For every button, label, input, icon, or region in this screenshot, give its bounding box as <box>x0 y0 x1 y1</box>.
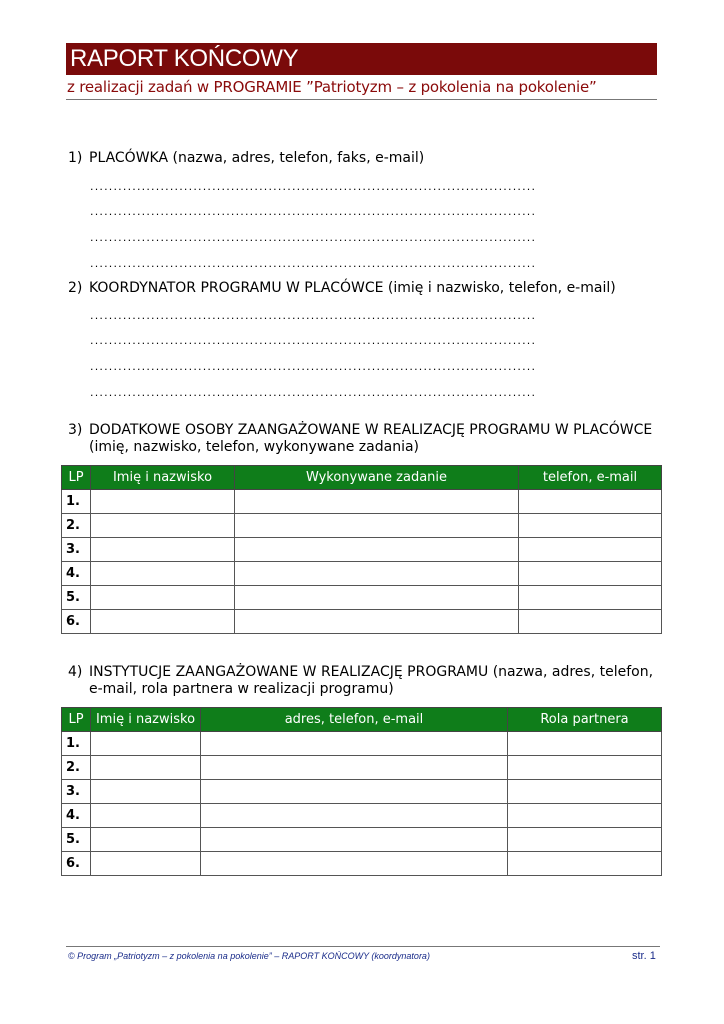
column-header: Imię i nazwisko <box>91 708 201 732</box>
title-bar <box>66 43 657 75</box>
row-number: 4. <box>62 562 91 586</box>
section-subtitle: (imię, nazwisko, telefon, wykonywane zadania) <box>89 439 420 455</box>
contact-cell[interactable] <box>519 610 662 634</box>
section-number: 4) <box>68 664 83 680</box>
table-row <box>62 756 662 780</box>
section-title: PLACÓWKA (nazwa, adres, telefon, faks, e-mail) <box>89 150 425 166</box>
role-cell[interactable] <box>508 852 662 876</box>
name-cell[interactable] <box>91 780 201 804</box>
table-row <box>62 780 662 804</box>
name-cell[interactable] <box>91 852 201 876</box>
row-number: 6. <box>62 610 91 634</box>
page-number: str. 1 <box>632 950 656 962</box>
table-row <box>62 610 662 634</box>
fill-line[interactable]: ............................................................................................... <box>90 231 537 244</box>
name-cell[interactable] <box>91 490 235 514</box>
name-cell[interactable] <box>91 586 235 610</box>
role-cell[interactable] <box>508 828 662 852</box>
fill-line[interactable]: ............................................................................................... <box>90 334 537 347</box>
section-4-heading <box>68 664 653 698</box>
row-number: 6. <box>62 852 91 876</box>
table-row <box>62 804 662 828</box>
table-row <box>62 732 662 756</box>
section-subtitle: e-mail, rola partnera w realizacji programu) <box>89 681 394 697</box>
task-cell[interactable] <box>235 586 519 610</box>
section-number: 1) <box>68 150 83 166</box>
table-row <box>62 514 662 538</box>
fill-line[interactable]: ............................................................................................... <box>90 360 537 373</box>
column-header: Imię i nazwisko <box>91 466 235 490</box>
column-header: LP <box>62 466 91 490</box>
institutions-table <box>61 707 662 876</box>
address-cell[interactable] <box>201 756 508 780</box>
task-cell[interactable] <box>235 610 519 634</box>
row-number: 2. <box>62 756 91 780</box>
task-cell[interactable] <box>235 562 519 586</box>
section-1-heading <box>68 150 424 167</box>
page-subtitle: z realizacji zadań w PROGRAMIE ”Patriotyzm – z pokolenia na pokolenie” <box>67 78 597 96</box>
name-cell[interactable] <box>91 732 201 756</box>
table-header-row <box>62 708 662 732</box>
row-number: 4. <box>62 804 91 828</box>
row-number: 3. <box>62 538 91 562</box>
role-cell[interactable] <box>508 804 662 828</box>
section-title: KOORDYNATOR PROGRAMU W PLACÓWCE (imię i nazwisko, telefon, e-mail) <box>89 280 616 296</box>
section-2-heading <box>68 280 616 297</box>
table-row <box>62 828 662 852</box>
column-header: LP <box>62 708 91 732</box>
column-header: Wykonywane zadanie <box>235 466 519 490</box>
role-cell[interactable] <box>508 756 662 780</box>
row-number: 5. <box>62 586 91 610</box>
fill-line[interactable]: ............................................................................................... <box>90 257 537 270</box>
footer-text: © Program „Patriotyzm – z pokolenia na pokolenie” – RAPORT KOŃCOWY (koordynatora) <box>68 951 430 961</box>
address-cell[interactable] <box>201 804 508 828</box>
row-number: 2. <box>62 514 91 538</box>
column-header: Rola partnera <box>508 708 662 732</box>
address-cell[interactable] <box>201 852 508 876</box>
name-cell[interactable] <box>91 610 235 634</box>
contact-cell[interactable] <box>519 562 662 586</box>
row-number: 5. <box>62 828 91 852</box>
fill-line[interactable]: ............................................................................................... <box>90 180 537 193</box>
contact-cell[interactable] <box>519 514 662 538</box>
table-header-row <box>62 466 662 490</box>
address-cell[interactable] <box>201 732 508 756</box>
role-cell[interactable] <box>508 732 662 756</box>
row-number: 1. <box>62 490 91 514</box>
table-row <box>62 852 662 876</box>
fill-line[interactable]: ............................................................................................... <box>90 205 537 218</box>
table-row <box>62 586 662 610</box>
section-title: DODATKOWE OSOBY ZAANGAŻOWANE W REALIZACJĘ PROGRAMU W PLACÓWCE <box>89 422 653 438</box>
section-3-heading <box>68 422 652 456</box>
title-divider <box>66 99 657 100</box>
page-title: RAPORT KOŃCOWY <box>70 45 299 72</box>
footer-divider <box>66 946 660 947</box>
fill-line[interactable]: ............................................................................................... <box>90 309 537 322</box>
address-cell[interactable] <box>201 828 508 852</box>
address-cell[interactable] <box>201 780 508 804</box>
fill-line[interactable]: ............................................................................................... <box>90 386 537 399</box>
role-cell[interactable] <box>508 780 662 804</box>
task-cell[interactable] <box>235 514 519 538</box>
contact-cell[interactable] <box>519 586 662 610</box>
column-header: telefon, e-mail <box>519 466 662 490</box>
contact-cell[interactable] <box>519 490 662 514</box>
task-cell[interactable] <box>235 490 519 514</box>
staff-table <box>61 465 662 634</box>
name-cell[interactable] <box>91 514 235 538</box>
name-cell[interactable] <box>91 756 201 780</box>
name-cell[interactable] <box>91 804 201 828</box>
section-number: 2) <box>68 280 83 296</box>
table-row <box>62 490 662 514</box>
row-number: 1. <box>62 732 91 756</box>
task-cell[interactable] <box>235 538 519 562</box>
contact-cell[interactable] <box>519 538 662 562</box>
table-row <box>62 562 662 586</box>
table-row <box>62 538 662 562</box>
row-number: 3. <box>62 780 91 804</box>
column-header: adres, telefon, e-mail <box>201 708 508 732</box>
name-cell[interactable] <box>91 538 235 562</box>
name-cell[interactable] <box>91 562 235 586</box>
name-cell[interactable] <box>91 828 201 852</box>
section-title: INSTYTUCJE ZAANGAŻOWANE W REALIZACJĘ PROGRAMU (nazwa, adres, telefon, <box>89 664 654 680</box>
section-number: 3) <box>68 422 83 438</box>
